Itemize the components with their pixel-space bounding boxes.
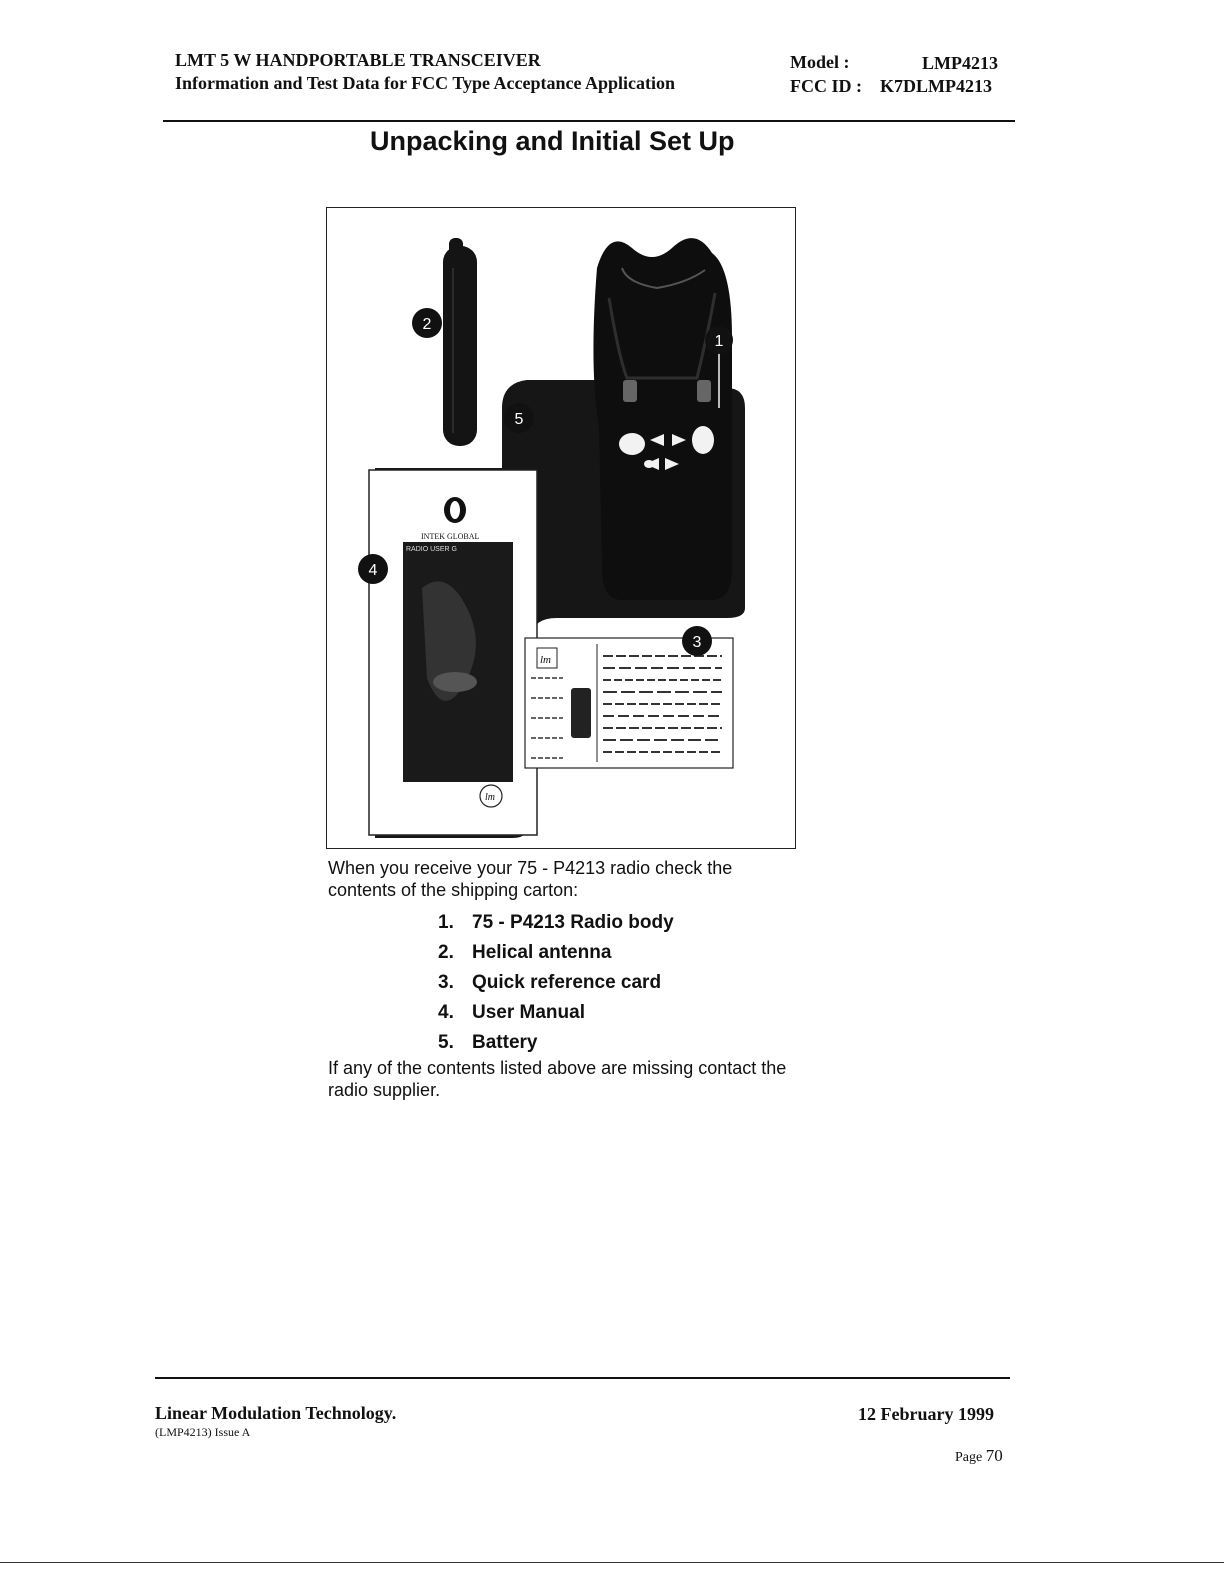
card-logo: lm — [540, 654, 551, 666]
scan-edge-line — [0, 1562, 1224, 1563]
svg-text:5: 5 — [514, 411, 524, 428]
header-title: LMT 5 W HANDPORTABLE TRANSCEIVER — [175, 50, 541, 70]
footer-company: Linear Modulation Technology. — [155, 1403, 397, 1423]
svg-text:lm: lm — [485, 792, 495, 803]
svg-text:3: 3 — [692, 634, 702, 651]
callout-4 — [358, 554, 388, 584]
page-title: Unpacking and Initial Set Up — [370, 126, 735, 156]
fcc-id-label: FCC ID : — [790, 76, 862, 96]
header-subtitle: Information and Test Data for FCC Type Acceptance Application — [175, 73, 676, 93]
footer-divider — [155, 1377, 1010, 1379]
list-item: 5. Battery — [438, 1032, 538, 1053]
svg-text:1: 1 — [714, 333, 724, 350]
user-manual-illustration — [369, 470, 537, 835]
manual-title: RADIO USER G — [406, 546, 457, 553]
quick-reference-card-illustration — [525, 638, 733, 768]
antenna-illustration — [443, 238, 477, 446]
fcc-id-value: K7DLMP4213 — [880, 76, 992, 96]
manual-brand: INTEK GLOBAL — [421, 532, 480, 541]
page-number: 70 — [985, 1446, 1003, 1465]
list-item: 2. Helical antenna — [438, 942, 612, 963]
callout-1 — [705, 326, 733, 354]
model-value: LMP4213 — [922, 53, 998, 73]
intro-paragraph: When you receive your 75 - P4213 radio check the contents of the shipping carton: — [328, 858, 733, 900]
callout-2 — [412, 308, 442, 338]
callout-3 — [682, 626, 712, 656]
footer-page: Page 70 — [955, 1446, 1003, 1465]
list-item: 4. User Manual — [438, 1002, 585, 1023]
list-item: 3. Quick reference card — [438, 972, 662, 993]
footer-date: 12 February 1999 — [858, 1404, 994, 1424]
svg-text:2: 2 — [422, 316, 432, 333]
model-label: Model : — [790, 52, 850, 72]
radio-body-illustration — [593, 238, 732, 600]
list-item: 1. 75 - P4213 Radio body — [438, 912, 674, 933]
package-contents-figure — [326, 207, 796, 849]
closing-paragraph: If any of the contents listed above are missing contact the radio supplier. — [328, 1058, 787, 1100]
header-divider — [163, 120, 1015, 122]
svg-text:4: 4 — [368, 562, 378, 579]
contents-list — [438, 908, 674, 1058]
footer-doc-ref: (LMP4213) Issue A — [155, 1425, 251, 1439]
callout-5 — [504, 403, 534, 433]
